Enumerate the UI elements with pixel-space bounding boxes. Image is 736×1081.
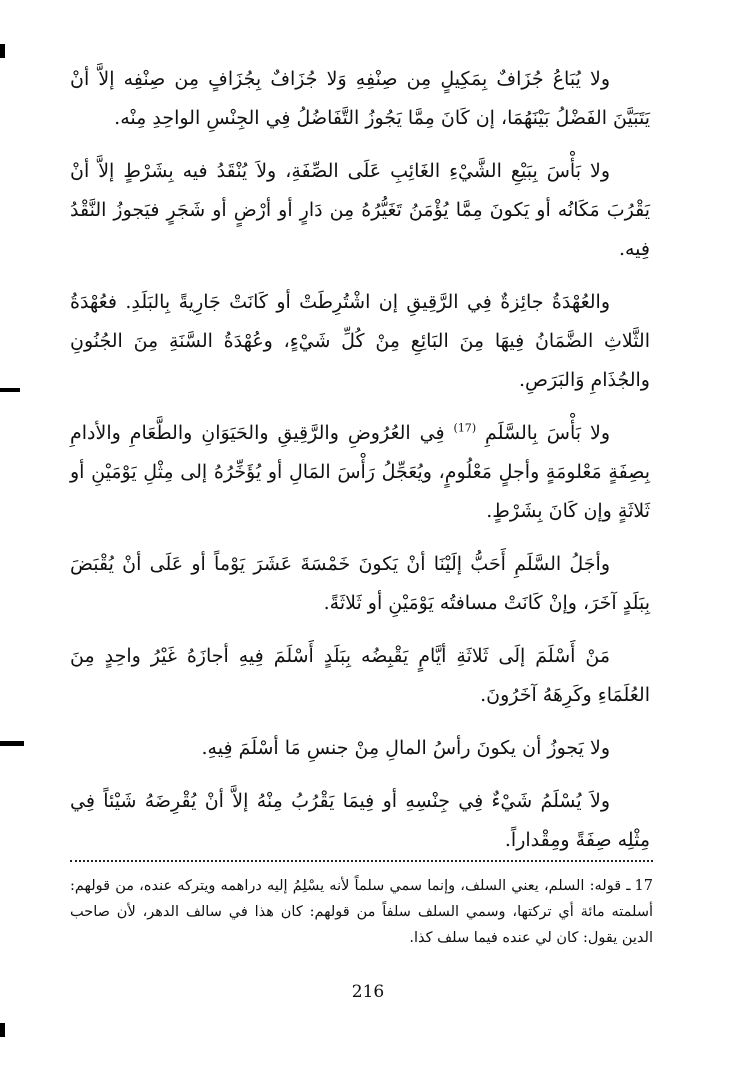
footnotes — [70, 873, 653, 951]
paragraph: ولا يَجوزُ أن يكونَ رأسُ المالِ مِنْ جنسِ مَا أسْلَمَ فِيهِ. — [201, 737, 610, 759]
paragraph-with-footnote-ref — [70, 414, 650, 531]
scan-mark-top-left — [0, 44, 5, 58]
footnote-reference[interactable]: (17) — [453, 421, 477, 435]
paragraph: وأجَلُ السَّلَمِ أَحَبُّ إلَيْنَا أنْ يَكونَ خَمْسَةَ عَشَرَ يَوْماً أو عَلَى أنْ يُقْبَضَ بِبَلَدٍ آخَرَ، وإنْ كَانَتْ مسافتُه يَوْمَيْنِ أو ثَلاثَةً. — [70, 553, 650, 614]
footnote-number: 17 — [634, 878, 653, 894]
paragraph: ولاَ يُسْلَمُ شَيْءٌ فِي جِنْسِهِ أو فِيمَا يَقْرُبُ مِنْهُ إلاَّ أنْ يُقْرِضَهُ شَيْئاً فِي مِثْلِه صِفَةً ومِقْداراً. — [70, 790, 650, 851]
footnote-separator — [70, 860, 653, 862]
paragraph: ولا يُبَاعُ جُزَافٌ بِمَكِيلٍ مِن صِنْفِهِ وَلا جُزَافٌ بِجُزَافٍ مِن صِنْفِه إلاَّ أنْ يَتَبَيَّنَ الفَضْلُ بَيْنَهُمَا، إن كَانَ مِمَّا يَجُوزُ التَّفَاضُلُ فِي الجِنْسِ الواحِدِ مِنْه. — [70, 68, 650, 129]
paragraph: مَنْ أَسْلَمَ إلَى ثَلاثَةِ أيَّامٍ يَقْبِضُه بِبَلَدٍ أَسْلَمَ فِيهِ أجازَهُ غَيْرُ واحِدٍ مِنَ العُلَمَاءِ وكَرِهَهُ آخَرُونَ. — [70, 645, 650, 706]
paragraph-text-start: ولا بَأْسَ بِالسَّلَمِ — [476, 422, 610, 444]
page-number: 216 — [351, 982, 385, 1002]
paragraph-text-end: فِي العُرُوضِ والرَّقِيقِ والحَيَوَانِ والطَّعَامِ والأدامِ بِصِفَةٍ مَعْلومَةٍ وأجلٍ مَعْلُومٍ، ويُعَجِّلُ رَأْسَ المَالِ أو يُؤَخِّرُهُ إلى مِثْلِ يَوْمَيْنِ أو ثَلاثَةٍ وإن كَانَ بِشَرْطٍ. — [70, 422, 650, 522]
scan-mark-left-1 — [0, 388, 20, 392]
footnote-text: ـ قوله: السلم، يعني السلف، وإنما سمي سلماً لأنه يسْلِمُ إليه دراهمه ويتركه عنده، من قولهم: أسلمته مائة أي تركتها، وسمي السلف سلفاً من قولهم: كان هذا في سالف الدهر، لأن صاحب الدين يقول: كان لي عنده فيما سلف كذا. — [70, 878, 653, 946]
main-text — [70, 60, 650, 874]
paragraph: والعُهْدَةُ جائِزةٌ فِي الرَّقِيقِ إن اشْتُرِطَتْ أو كَانَتْ جَارِيةً بِالبَلَدِ. فعُهْدَةُ الثَّلاثِ الضَّمَانُ فِيهَا مِنَ البَائِعِ مِنْ كُلِّ شَيْءٍ، وعُهْدَةُ السَّنَةِ مِنَ الجُنُونِ والجُذَامِ وَالبَرَصِ. — [70, 291, 650, 391]
scan-mark-left-2 — [0, 741, 24, 746]
paragraph: ولا بَأْسَ بِبَيْعِ الشَّيْءِ الغَائِبِ عَلَى الصِّفَةِ، ولاَ يُنْقَدُ فيه بِشَرْطٍ إلاَّ أنْ يَقْرُبَ مَكَانُه أو يَكونَ مِمَّا يُؤْمَنُ تَغَيُّرُهُ مِن دَارٍ أو أرْضٍ أو شَجَرٍ فيَجوزُ النَّقْدُ فِيه. — [70, 160, 650, 260]
scan-mark-bottom-left — [0, 1023, 5, 1037]
footnote — [70, 873, 653, 951]
